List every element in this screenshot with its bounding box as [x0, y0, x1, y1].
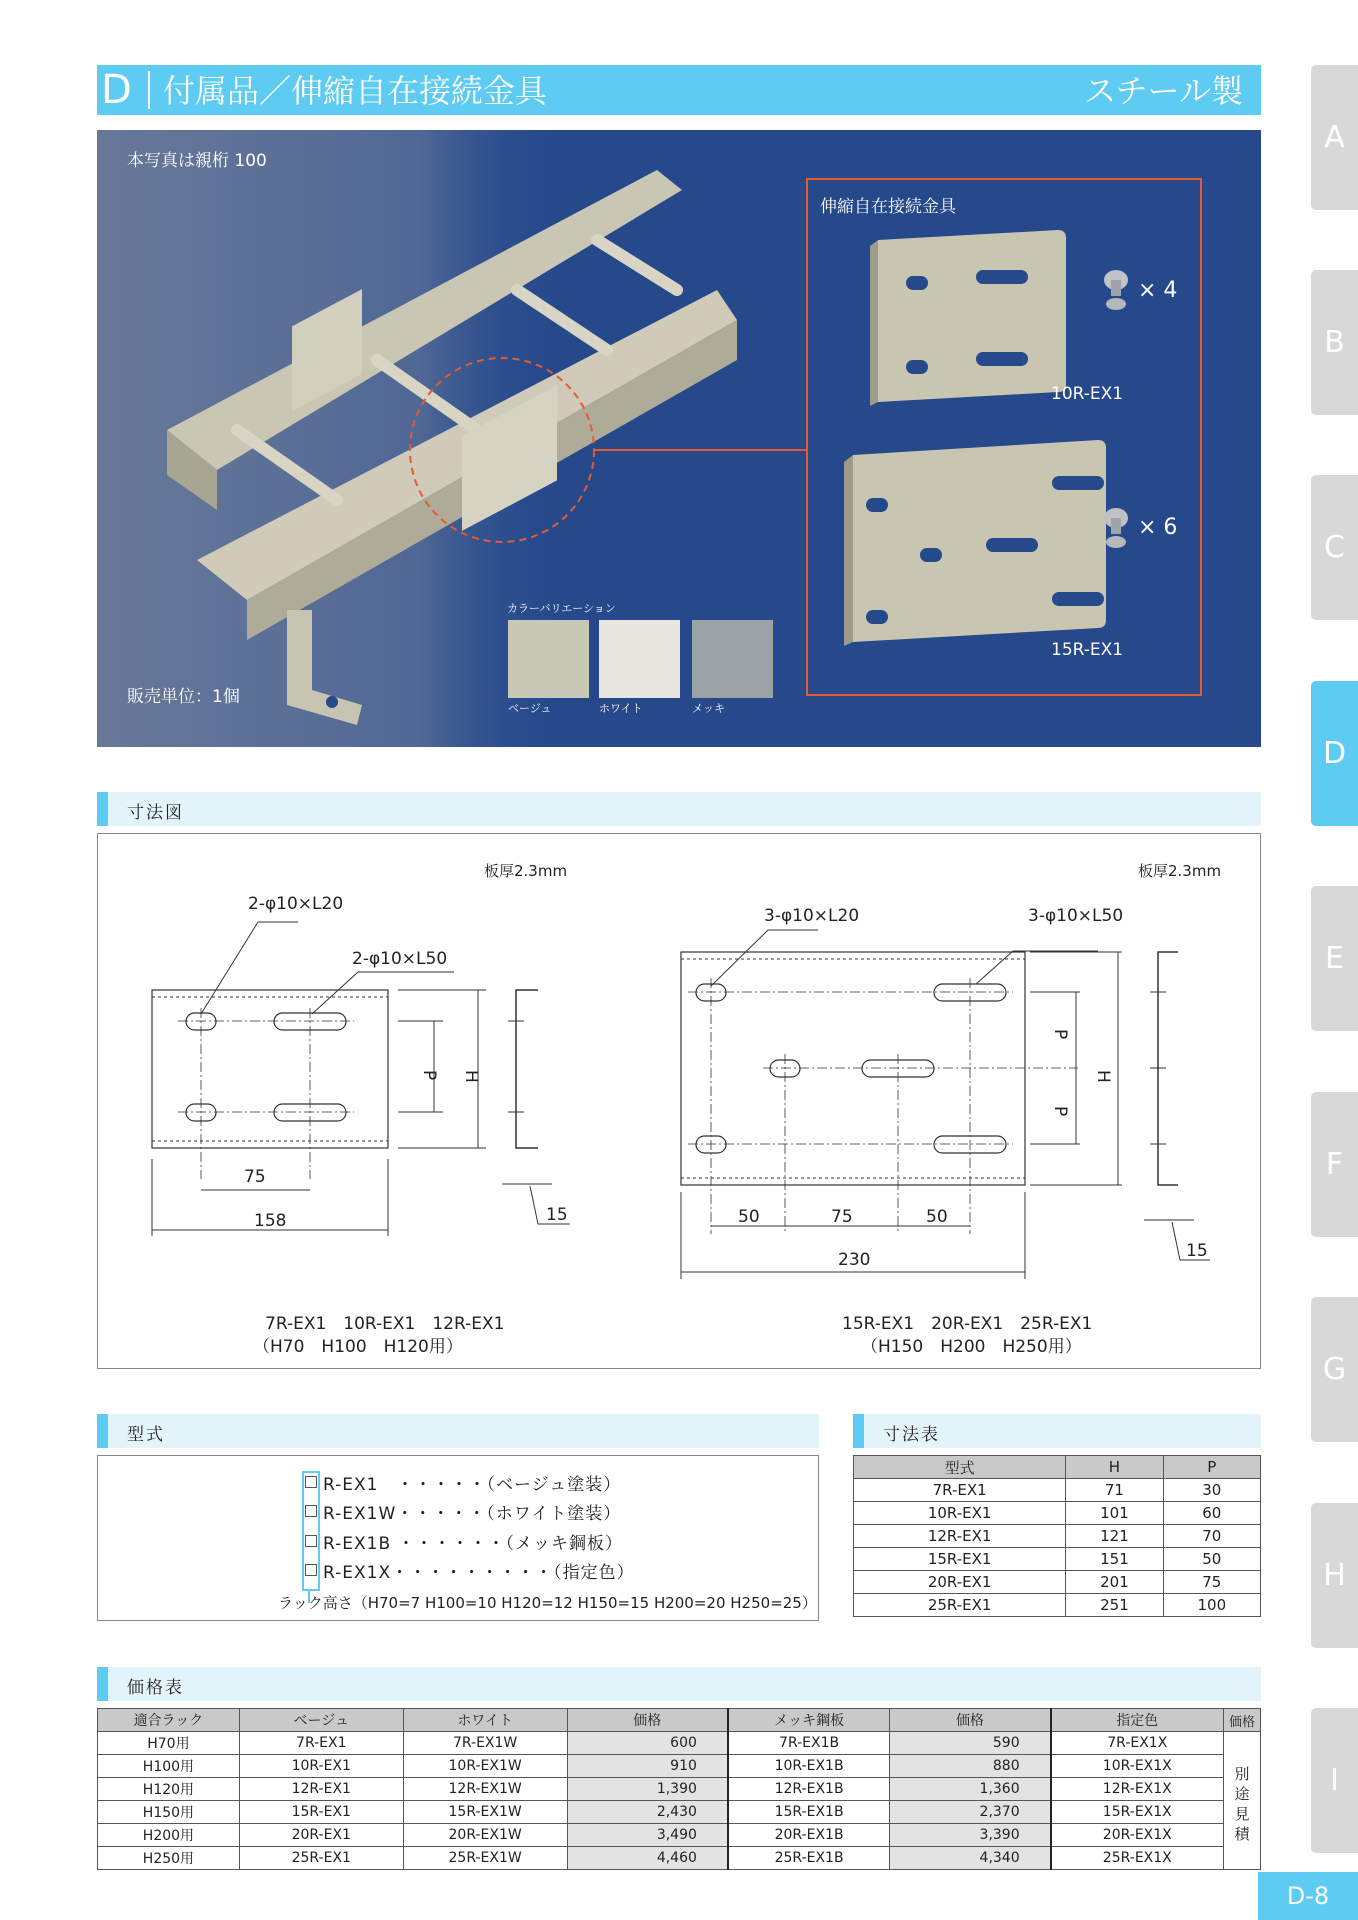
page-title: 付属品／伸縮自在接続金具	[163, 72, 548, 110]
plate-model-1: 10R-EX1	[1051, 384, 1124, 404]
page-number: D-8	[1258, 1872, 1358, 1920]
dimension-drawing-box	[97, 833, 1261, 1369]
table-row: 25R-EX1 251 100	[854, 1594, 1261, 1617]
models-right: 15R-EX1 20R-EX1 25R-EX1	[842, 1314, 1093, 1334]
thickness-label-right: 板厚2.3mm	[1138, 862, 1222, 880]
section-title: 寸法図	[127, 803, 184, 823]
model-code-box	[97, 1455, 819, 1621]
price-col-white: ホワイト	[403, 1709, 567, 1732]
hole-label-a-right: 3-φ10×L20	[764, 906, 860, 926]
dim-p2-right: P	[1050, 1106, 1070, 1117]
table-row: 20R-EX1 201 75	[854, 1571, 1261, 1594]
dim-50b-right: 50	[926, 1207, 948, 1227]
side-tab-g[interactable]: G	[1311, 1297, 1358, 1442]
table-row: H70用 7R-EX1 7R-EX1W 600 7R-EX1B 590 7R-EX1X 別 途 見 積	[98, 1732, 1261, 1755]
section-price-table	[97, 1667, 1261, 1701]
section-letter: D	[101, 67, 132, 113]
uses-right: （H150 H200 H250用）	[861, 1337, 1082, 1357]
side-tab-b[interactable]: B	[1311, 270, 1358, 415]
dim-h-left: H	[461, 1070, 481, 1083]
table-row: H120用 12R-EX1 12R-EX1W 1,390 12R-EX1B 1,360 12R-EX1X	[98, 1778, 1261, 1801]
photo-caption: 本写真は親桁 100	[127, 151, 267, 171]
size-table	[853, 1455, 1261, 1617]
table-row: 12R-EX1 121 70	[854, 1525, 1261, 1548]
dim-75-right: 75	[831, 1207, 853, 1227]
sales-unit: 販売単位：1個	[127, 687, 240, 707]
size-col-p: P	[1163, 1456, 1260, 1479]
swatch-plated	[692, 620, 773, 698]
table-row: 15R-EX1 151 50	[854, 1548, 1261, 1571]
size-col-model: 型式	[854, 1456, 1066, 1479]
plate-model-2: 15R-EX1	[1051, 640, 1124, 660]
dim-p-left: P	[419, 1070, 439, 1081]
dimension-drawing	[98, 834, 1262, 1370]
section-title: 型式	[127, 1425, 165, 1445]
hole-label-b-right: 3-φ10×L50	[1028, 906, 1124, 926]
price-col-price3: 価格	[1223, 1709, 1260, 1732]
price-col-price1: 価格	[567, 1709, 728, 1732]
price-col-rack: 適合ラック	[98, 1709, 240, 1732]
bolt-icon	[1104, 270, 1128, 310]
price-col-price2: 価格	[890, 1709, 1051, 1732]
table-row: 7R-EX1 71 30	[854, 1479, 1261, 1502]
price-col-custom: 指定色	[1051, 1709, 1224, 1732]
price-col-beige: ベージュ	[239, 1709, 403, 1732]
dim-50a-right: 50	[738, 1207, 760, 1227]
inset-title: 伸縮自在接続金具	[820, 197, 956, 217]
section-title: 価格表	[127, 1678, 184, 1698]
table-row: H250用 25R-EX1 25R-EX1W 4,460 25R-EX1B 4,340 25R-EX1X	[98, 1847, 1261, 1870]
table-row: H100用 10R-EX1 10R-EX1W 910 10R-EX1B 880 10R-EX1X	[98, 1755, 1261, 1778]
section-model	[97, 1414, 819, 1448]
swatch-white	[599, 620, 680, 698]
rack-height-note: ラック高さ（H70=7 H100=10 H120=12 H150=15 H200=20 H250=25）	[278, 1594, 817, 1612]
connector-plates-illustration	[808, 180, 1204, 698]
color-variation-title: カラーバリエーション	[507, 602, 616, 615]
inset-frame	[806, 178, 1202, 696]
bolt-icon	[1104, 508, 1128, 548]
side-tab-i[interactable]: I	[1311, 1708, 1358, 1853]
page-header	[97, 65, 1261, 115]
model-line-white: R-EX1W・・・・・（ホワイト塗装）	[323, 1504, 622, 1524]
dim-75-left: 75	[244, 1167, 266, 1187]
thickness-label-left: 板厚2.3mm	[484, 862, 568, 880]
side-tab-c[interactable]: C	[1311, 475, 1358, 620]
hole-label-b-left: 2-φ10×L50	[352, 949, 448, 969]
bolt-count-1: × 4	[1138, 278, 1178, 303]
side-tab-a[interactable]: A	[1311, 65, 1358, 210]
special-price-cell: 別 途 見 積	[1223, 1732, 1260, 1870]
product-photo-panel	[97, 130, 1261, 747]
price-col-plated: メッキ鋼板	[728, 1709, 890, 1732]
dim-15-right: 15	[1186, 1241, 1208, 1261]
header-divider	[148, 71, 150, 109]
dim-230-right: 230	[838, 1250, 871, 1270]
model-line-plated: R-EX1B ・・・・・・（メッキ鋼板）	[323, 1534, 624, 1554]
section-size-table	[853, 1414, 1261, 1448]
table-row: 10R-EX1 101 60	[854, 1502, 1261, 1525]
swatch-beige	[508, 620, 589, 698]
uses-left: （H70 H100 H120用）	[253, 1337, 463, 1357]
side-tab-d[interactable]: D	[1311, 681, 1358, 826]
bolt-count-2: × 6	[1138, 515, 1178, 540]
color-name-plated: メッキ	[692, 702, 725, 715]
section-dimension	[97, 792, 1261, 826]
section-title: 寸法表	[883, 1425, 940, 1445]
table-row: H200用 20R-EX1 20R-EX1W 3,490 20R-EX1B 3,390 20R-EX1X	[98, 1824, 1261, 1847]
dim-p1-right: P	[1050, 1029, 1070, 1040]
dim-158-left: 158	[254, 1211, 287, 1231]
material-label: スチール製	[1084, 72, 1243, 110]
size-col-h: H	[1066, 1456, 1163, 1479]
side-tab-h[interactable]: H	[1311, 1503, 1358, 1648]
model-line-custom: R-EX1X・・・・・・・・・（指定色）	[323, 1563, 635, 1583]
dim-15-left: 15	[546, 1205, 568, 1225]
model-line-beige: R-EX1 ・・・・・（ベージュ塗装）	[323, 1475, 622, 1495]
price-table	[97, 1708, 1261, 1870]
table-row: H150用 15R-EX1 15R-EX1W 2,430 15R-EX1B 2,370 15R-EX1X	[98, 1801, 1261, 1824]
color-name-white: ホワイト	[599, 702, 643, 715]
models-left: 7R-EX1 10R-EX1 12R-EX1	[265, 1314, 505, 1334]
side-tab-e[interactable]: E	[1311, 886, 1358, 1031]
hole-label-a-left: 2-φ10×L20	[248, 894, 344, 914]
dim-h-right: H	[1093, 1070, 1113, 1083]
side-tab-f[interactable]: F	[1311, 1092, 1358, 1237]
color-name-beige: ベージュ	[508, 702, 552, 715]
